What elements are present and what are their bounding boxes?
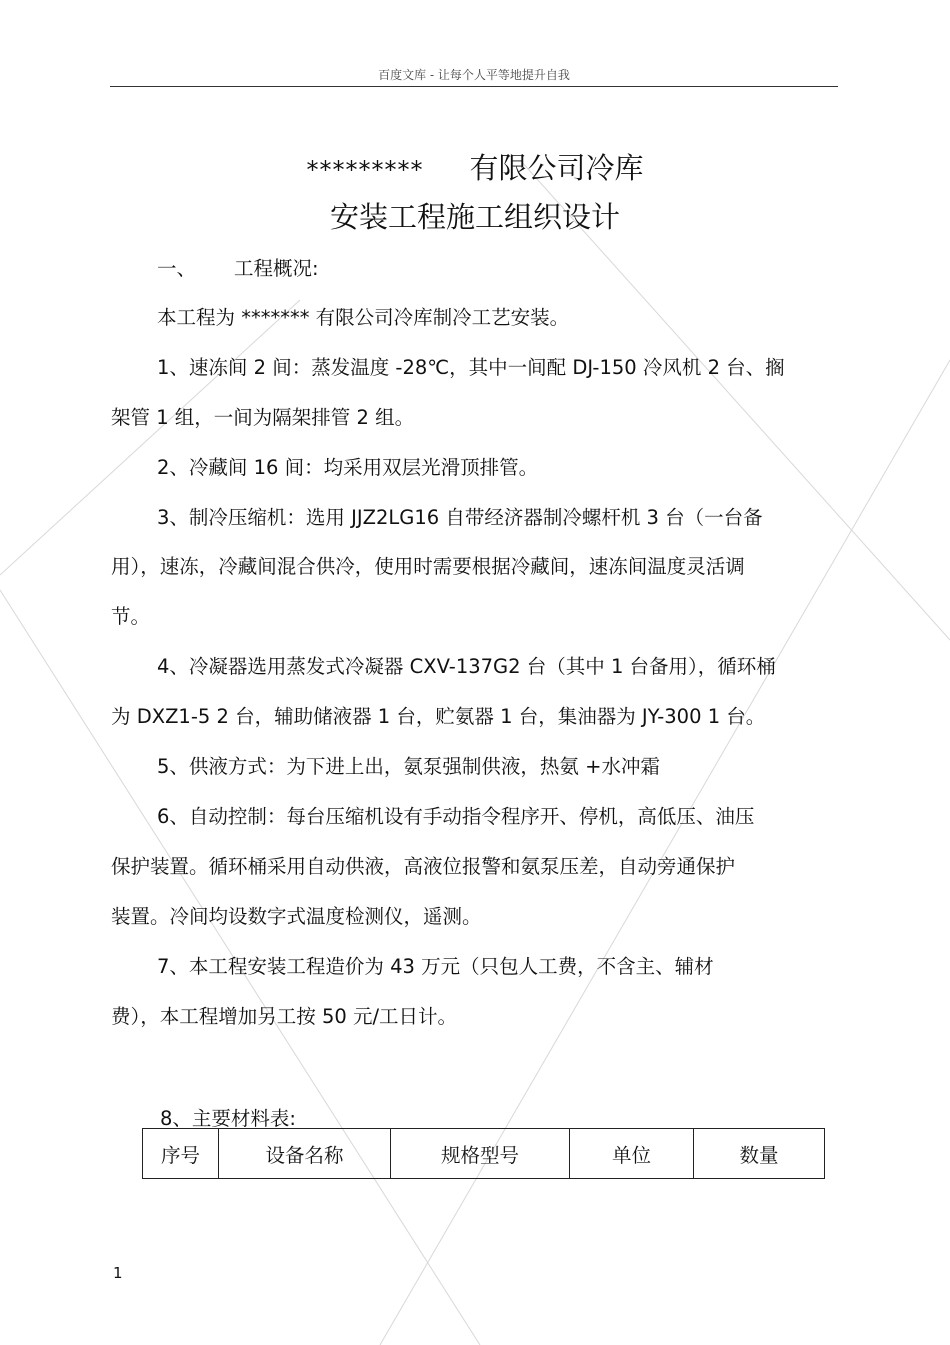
item-3-line3: 节。 [111, 605, 151, 628]
item-6-line3: 装置。冷间均设数字式温度检测仪，遥测。 [111, 905, 482, 928]
title-company: 有限公司冷库 [469, 151, 644, 185]
materials-table [142, 1128, 825, 1179]
section-heading [157, 253, 319, 281]
item-3-line1: 3、制冷压缩机：选用 JJZ2LG16 自带经济器制冷螺杆机 3 台（一台备 [157, 506, 763, 529]
section-number: 一、 [157, 257, 197, 280]
table-header-cell: 设备名称 [219, 1129, 391, 1179]
item-7-line2: 费），本工程增加另工按 50 元/工日计。 [111, 1005, 458, 1028]
document-title-line2: 安装工程施工组织设计 [329, 200, 620, 234]
item-1-line2: 架管 1 组，一间为隔架排管 2 组。 [111, 406, 415, 429]
item-8-heading: 8、主要材料表: [160, 1107, 296, 1130]
table-header-cell: 数量 [694, 1129, 825, 1179]
item-5: 5、供液方式：为下进上出，氨泵强制供液，热氨 +水冲霜 [157, 755, 660, 778]
table-header-row [143, 1129, 825, 1179]
header-divider [110, 86, 838, 87]
table-header-cell: 单位 [570, 1129, 694, 1179]
document-title-line1 [0, 146, 950, 187]
item-6-line1: 6、自动控制：每台压缩机设有手动指令程序开、停机，高低压、油压 [157, 805, 755, 828]
item-6-line2: 保护装置。循环桶采用自动供液，高液位报警和氨泵压差，自动旁通保护 [111, 855, 736, 878]
table-header-cell: 序号 [143, 1129, 219, 1179]
item-2: 2、冷藏间 16 间：均采用双层光滑顶排管。 [157, 456, 539, 479]
table-header-cell: 规格型号 [391, 1129, 570, 1179]
page-header: 百度文库 - 让每个人平等地提升自我 [378, 68, 570, 82]
title-redacted-name: ********* [306, 156, 424, 184]
intro-paragraph: 本工程为 ******* 有限公司冷库制冷工艺安装。 [157, 306, 570, 329]
section-title: 工程概况: [234, 257, 319, 280]
item-4-line2: 为 DXZ1-5 2 台，辅助储液器 1 台，贮氨器 1 台，集油器为 JY-300 1 台。 [111, 705, 766, 728]
item-1-line1: 1、速冻间 2 间：蒸发温度 -28℃，其中一间配 DJ-150 冷风机 2 台、搁 [157, 356, 785, 379]
page-number: 1 [113, 1264, 123, 1282]
item-4-line1: 4、冷凝器选用蒸发式冷凝器 CXV-137G2 台（其中 1 台备用），循环桶 [157, 655, 776, 678]
item-7-line1: 7、本工程安装工程造价为 43 万元（只包人工费，不含主、辅材 [157, 955, 714, 978]
item-3-line2: 用），速冻，冷藏间混合供冷，使用时需要根据冷藏间，速冻间温度灵活调 [111, 555, 745, 578]
